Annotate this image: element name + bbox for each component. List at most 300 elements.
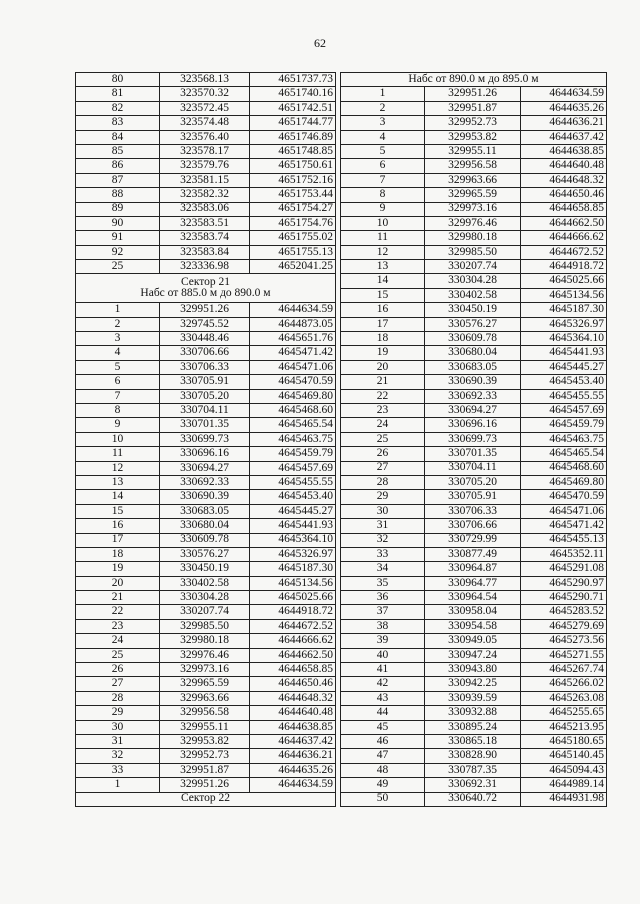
x-coordinate: 330699.73 xyxy=(160,432,250,446)
table-row xyxy=(76,447,336,461)
y-coordinate: 4651746.89 xyxy=(250,130,336,144)
x-coordinate: 330932.88 xyxy=(425,706,521,720)
table-row xyxy=(341,461,607,475)
y-coordinate: 4645457.69 xyxy=(250,461,336,475)
point-number: 81 xyxy=(76,87,160,101)
point-number: 13 xyxy=(341,260,425,274)
table-row xyxy=(341,188,607,202)
table-row xyxy=(76,332,336,346)
table-row xyxy=(76,260,336,274)
x-coordinate: 330706.66 xyxy=(425,519,521,533)
y-coordinate: 4644873.05 xyxy=(250,317,336,331)
y-coordinate: 4644638.85 xyxy=(250,720,336,734)
point-number: 11 xyxy=(341,231,425,245)
x-coordinate: 330706.66 xyxy=(160,346,250,360)
y-coordinate: 4645025.66 xyxy=(250,591,336,605)
table-row xyxy=(341,216,607,230)
table-row xyxy=(76,346,336,360)
x-coordinate: 330699.73 xyxy=(425,432,521,446)
x-coordinate: 329951.26 xyxy=(425,87,521,101)
x-coordinate: 329963.66 xyxy=(160,691,250,705)
point-number: 5 xyxy=(76,360,160,374)
y-coordinate: 4644662.50 xyxy=(250,648,336,662)
x-coordinate: 330949.05 xyxy=(425,634,521,648)
y-coordinate: 4645094.43 xyxy=(521,763,607,777)
y-coordinate: 4645463.75 xyxy=(250,432,336,446)
x-coordinate: 323583.06 xyxy=(160,202,250,216)
point-number: 6 xyxy=(341,159,425,173)
x-coordinate: 323583.51 xyxy=(160,216,250,230)
point-number: 16 xyxy=(341,303,425,317)
y-coordinate: 4645471.06 xyxy=(521,504,607,518)
point-number: 3 xyxy=(76,332,160,346)
table-row xyxy=(76,404,336,418)
y-coordinate: 4651755.13 xyxy=(250,245,336,259)
point-number: 21 xyxy=(341,375,425,389)
y-coordinate: 4645025.66 xyxy=(521,274,607,288)
x-coordinate: 323574.48 xyxy=(160,116,250,130)
point-number: 46 xyxy=(341,734,425,748)
x-coordinate: 330692.33 xyxy=(160,475,250,489)
point-number: 4 xyxy=(341,130,425,144)
point-number: 25 xyxy=(76,260,160,274)
x-coordinate: 330964.54 xyxy=(425,591,521,605)
y-coordinate: 4644658.85 xyxy=(521,202,607,216)
x-coordinate: 330450.19 xyxy=(160,562,250,576)
x-coordinate: 330690.39 xyxy=(425,375,521,389)
x-coordinate: 330207.74 xyxy=(425,260,521,274)
point-number: 12 xyxy=(341,245,425,259)
x-coordinate: 330680.04 xyxy=(425,346,521,360)
point-number: 21 xyxy=(76,591,160,605)
point-number: 37 xyxy=(341,605,425,619)
point-number: 10 xyxy=(341,216,425,230)
table-row xyxy=(341,159,607,173)
y-coordinate: 4645290.71 xyxy=(521,591,607,605)
y-coordinate: 4651752.16 xyxy=(250,173,336,187)
point-number: 4 xyxy=(76,346,160,360)
table-row xyxy=(341,792,607,806)
y-coordinate: 4644637.42 xyxy=(521,130,607,144)
table-row xyxy=(341,576,607,590)
table-row xyxy=(341,432,607,446)
footer-sector-title: Сектор 22 xyxy=(76,792,336,806)
x-coordinate: 330877.49 xyxy=(425,547,521,561)
table-row xyxy=(341,778,607,792)
y-coordinate: 4645263.08 xyxy=(521,691,607,705)
y-coordinate: 4644666.62 xyxy=(250,634,336,648)
y-coordinate: 4644662.50 xyxy=(521,216,607,230)
x-coordinate: 323570.32 xyxy=(160,87,250,101)
y-coordinate: 4645459.79 xyxy=(250,447,336,461)
table-row xyxy=(76,389,336,403)
y-coordinate: 4644672.52 xyxy=(521,245,607,259)
x-coordinate: 329953.82 xyxy=(425,130,521,144)
point-number: 26 xyxy=(341,447,425,461)
y-coordinate: 4644666.62 xyxy=(521,231,607,245)
point-number: 40 xyxy=(341,648,425,662)
section-title-right: Набс от 890.0 м до 895.0 м xyxy=(341,73,607,87)
x-coordinate: 329951.87 xyxy=(160,763,250,777)
point-number: 2 xyxy=(341,101,425,115)
point-number: 29 xyxy=(76,706,160,720)
point-number: 88 xyxy=(76,188,160,202)
y-coordinate: 4644650.46 xyxy=(521,188,607,202)
page-number: 62 xyxy=(314,36,326,50)
y-coordinate: 4644635.26 xyxy=(521,101,607,115)
point-number: 3 xyxy=(341,116,425,130)
point-number: 38 xyxy=(341,619,425,633)
y-coordinate: 4645445.27 xyxy=(250,504,336,518)
point-number: 36 xyxy=(341,591,425,605)
x-coordinate: 330683.05 xyxy=(160,504,250,518)
table-row xyxy=(341,734,607,748)
y-coordinate: 4644648.32 xyxy=(250,691,336,705)
y-coordinate: 4645283.52 xyxy=(521,605,607,619)
table-row xyxy=(76,706,336,720)
y-coordinate: 4645470.59 xyxy=(521,490,607,504)
table-row xyxy=(341,519,607,533)
y-coordinate: 4645453.40 xyxy=(521,375,607,389)
x-coordinate: 329980.18 xyxy=(160,634,250,648)
x-coordinate: 330828.90 xyxy=(425,749,521,763)
y-coordinate: 4645455.13 xyxy=(521,533,607,547)
table-row xyxy=(341,144,607,158)
y-coordinate: 4645290.97 xyxy=(521,576,607,590)
table-row xyxy=(76,130,336,144)
y-coordinate: 4651755.02 xyxy=(250,231,336,245)
point-number: 41 xyxy=(341,663,425,677)
point-number: 35 xyxy=(341,576,425,590)
x-coordinate: 323583.84 xyxy=(160,245,250,259)
coordinate-table-left xyxy=(75,72,336,807)
point-number: 31 xyxy=(76,734,160,748)
table-row xyxy=(76,101,336,115)
table-row xyxy=(341,274,607,288)
table-row xyxy=(341,691,607,705)
table-row xyxy=(76,591,336,605)
table-row xyxy=(341,375,607,389)
x-coordinate: 330706.33 xyxy=(425,504,521,518)
y-coordinate: 4645273.56 xyxy=(521,634,607,648)
point-number: 33 xyxy=(341,547,425,561)
point-number: 1 xyxy=(341,87,425,101)
point-number: 82 xyxy=(76,101,160,115)
table-row xyxy=(341,706,607,720)
table-row xyxy=(76,87,336,101)
y-coordinate: 4644636.21 xyxy=(250,749,336,763)
point-number: 31 xyxy=(341,519,425,533)
point-number: 24 xyxy=(76,634,160,648)
point-number: 23 xyxy=(341,403,425,417)
point-number: 28 xyxy=(76,691,160,705)
y-coordinate: 4645213.95 xyxy=(521,720,607,734)
point-number: 20 xyxy=(341,360,425,374)
x-coordinate: 330964.87 xyxy=(425,562,521,576)
table-row xyxy=(76,231,336,245)
table-row xyxy=(76,418,336,432)
y-coordinate: 4644640.48 xyxy=(521,159,607,173)
table-row xyxy=(341,260,607,274)
table-row xyxy=(76,461,336,475)
point-number: 24 xyxy=(341,418,425,432)
y-coordinate: 4645291.08 xyxy=(521,562,607,576)
table-row xyxy=(76,533,336,547)
y-coordinate: 4644635.26 xyxy=(250,763,336,777)
table-row xyxy=(341,605,607,619)
y-coordinate: 4645469.80 xyxy=(250,389,336,403)
y-coordinate: 4645364.10 xyxy=(521,332,607,346)
y-coordinate: 4645180.65 xyxy=(521,734,607,748)
table-row xyxy=(76,519,336,533)
y-coordinate: 4651740.16 xyxy=(250,87,336,101)
table-row xyxy=(76,432,336,446)
table-row xyxy=(341,303,607,317)
point-number: 17 xyxy=(76,533,160,547)
point-number: 30 xyxy=(76,720,160,734)
point-number: 8 xyxy=(341,188,425,202)
x-coordinate: 329973.16 xyxy=(425,202,521,216)
table-row xyxy=(76,691,336,705)
table-row xyxy=(76,749,336,763)
table-row xyxy=(341,720,607,734)
coordinate-table-right xyxy=(340,72,607,807)
point-number: 86 xyxy=(76,159,160,173)
x-coordinate: 330692.33 xyxy=(425,389,521,403)
table-row xyxy=(341,317,607,331)
x-coordinate: 329965.59 xyxy=(425,188,521,202)
point-number: 42 xyxy=(341,677,425,691)
point-number: 33 xyxy=(76,763,160,777)
y-coordinate: 4645465.54 xyxy=(250,418,336,432)
point-number: 18 xyxy=(341,332,425,346)
y-coordinate: 4644989.14 xyxy=(521,778,607,792)
y-coordinate: 4645651.76 xyxy=(250,332,336,346)
x-coordinate: 329985.50 xyxy=(160,619,250,633)
table-row xyxy=(341,403,607,417)
point-number: 7 xyxy=(76,389,160,403)
table-row xyxy=(76,475,336,489)
table-row xyxy=(341,173,607,187)
x-coordinate: 330701.35 xyxy=(160,418,250,432)
point-number: 22 xyxy=(341,389,425,403)
y-coordinate: 4645187.30 xyxy=(250,562,336,576)
point-number: 15 xyxy=(341,288,425,302)
table-row xyxy=(76,677,336,691)
y-coordinate: 4645471.06 xyxy=(250,360,336,374)
x-coordinate: 330694.27 xyxy=(425,403,521,417)
y-coordinate: 4644931.98 xyxy=(521,792,607,806)
table-row xyxy=(341,663,607,677)
table-row xyxy=(76,605,336,619)
x-coordinate: 330640.72 xyxy=(425,792,521,806)
y-coordinate: 4644648.32 xyxy=(521,173,607,187)
point-number: 32 xyxy=(76,749,160,763)
x-coordinate: 330448.46 xyxy=(160,332,250,346)
y-coordinate: 4651750.61 xyxy=(250,159,336,173)
y-coordinate: 4645453.40 xyxy=(250,490,336,504)
point-number: 14 xyxy=(76,490,160,504)
y-coordinate: 4645459.79 xyxy=(521,418,607,432)
x-coordinate: 330692.31 xyxy=(425,778,521,792)
table-row xyxy=(341,418,607,432)
table-row xyxy=(76,547,336,561)
point-number: 13 xyxy=(76,475,160,489)
point-number: 83 xyxy=(76,116,160,130)
x-coordinate: 330729.99 xyxy=(425,533,521,547)
x-coordinate: 329952.73 xyxy=(425,116,521,130)
x-coordinate: 330609.78 xyxy=(160,533,250,547)
table-row xyxy=(341,116,607,130)
table-row xyxy=(341,677,607,691)
y-coordinate: 4651753.44 xyxy=(250,188,336,202)
table-row xyxy=(76,375,336,389)
point-number: 9 xyxy=(341,202,425,216)
point-number: 49 xyxy=(341,778,425,792)
table-row xyxy=(341,231,607,245)
y-coordinate: 4651754.27 xyxy=(250,202,336,216)
y-coordinate: 4645267.74 xyxy=(521,663,607,677)
x-coordinate: 323568.13 xyxy=(160,73,250,87)
table-row xyxy=(76,504,336,518)
table-row xyxy=(341,749,607,763)
table-row xyxy=(76,216,336,230)
y-coordinate: 4645326.97 xyxy=(250,547,336,561)
table-row xyxy=(341,87,607,101)
point-number: 5 xyxy=(341,144,425,158)
table-row xyxy=(76,303,336,317)
table-row xyxy=(76,245,336,259)
x-coordinate: 330865.18 xyxy=(425,734,521,748)
table-row xyxy=(76,663,336,677)
x-coordinate: 330576.27 xyxy=(160,547,250,561)
table-row xyxy=(76,778,336,792)
table-row xyxy=(341,490,607,504)
x-coordinate: 330705.91 xyxy=(160,375,250,389)
point-number: 6 xyxy=(76,375,160,389)
point-number: 2 xyxy=(76,317,160,331)
x-coordinate: 329951.87 xyxy=(425,101,521,115)
x-coordinate: 330704.11 xyxy=(160,404,250,418)
x-coordinate: 323579.76 xyxy=(160,159,250,173)
x-coordinate: 330696.16 xyxy=(425,418,521,432)
y-coordinate: 4645445.27 xyxy=(521,360,607,374)
y-coordinate: 4644634.59 xyxy=(521,87,607,101)
point-number: 20 xyxy=(76,576,160,590)
point-number: 25 xyxy=(76,648,160,662)
x-coordinate: 330402.58 xyxy=(160,576,250,590)
table-row xyxy=(341,533,607,547)
point-number: 43 xyxy=(341,691,425,705)
point-number: 8 xyxy=(76,404,160,418)
y-coordinate: 4644634.59 xyxy=(250,778,336,792)
point-number: 17 xyxy=(341,317,425,331)
table-row xyxy=(76,734,336,748)
y-coordinate: 4644637.42 xyxy=(250,734,336,748)
x-coordinate: 330704.11 xyxy=(425,461,521,475)
x-coordinate: 330705.91 xyxy=(425,490,521,504)
x-coordinate: 323576.40 xyxy=(160,130,250,144)
x-coordinate: 330943.80 xyxy=(425,663,521,677)
section-title: Набс от 885.0 м до 890.0 м xyxy=(140,287,271,300)
y-coordinate: 4645279.69 xyxy=(521,619,607,633)
x-coordinate: 329973.16 xyxy=(160,663,250,677)
x-coordinate: 323336.98 xyxy=(160,260,250,274)
x-coordinate: 329976.46 xyxy=(425,216,521,230)
y-coordinate: 4645463.75 xyxy=(521,432,607,446)
x-coordinate: 330706.33 xyxy=(160,360,250,374)
x-coordinate: 329965.59 xyxy=(160,677,250,691)
y-coordinate: 4645455.55 xyxy=(250,475,336,489)
point-number: 84 xyxy=(76,130,160,144)
point-number: 29 xyxy=(341,490,425,504)
point-number: 10 xyxy=(76,432,160,446)
x-coordinate: 330939.59 xyxy=(425,691,521,705)
point-number: 34 xyxy=(341,562,425,576)
x-coordinate: 323572.45 xyxy=(160,101,250,115)
x-coordinate: 329955.11 xyxy=(160,720,250,734)
x-coordinate: 330680.04 xyxy=(160,519,250,533)
table-row xyxy=(341,202,607,216)
y-coordinate: 4645255.65 xyxy=(521,706,607,720)
y-coordinate: 4645364.10 xyxy=(250,533,336,547)
y-coordinate: 4645271.55 xyxy=(521,648,607,662)
table-row xyxy=(76,490,336,504)
x-coordinate: 330207.74 xyxy=(160,605,250,619)
y-coordinate: 4645134.56 xyxy=(250,576,336,590)
y-coordinate: 4645470.59 xyxy=(250,375,336,389)
point-number: 15 xyxy=(76,504,160,518)
x-coordinate: 330964.77 xyxy=(425,576,521,590)
y-coordinate: 4645441.93 xyxy=(521,346,607,360)
table-row xyxy=(76,159,336,173)
point-number: 91 xyxy=(76,231,160,245)
x-coordinate: 323582.32 xyxy=(160,188,250,202)
x-coordinate: 330701.35 xyxy=(425,447,521,461)
point-number: 7 xyxy=(341,173,425,187)
y-coordinate: 4644634.59 xyxy=(250,303,336,317)
point-number: 9 xyxy=(76,418,160,432)
point-number: 11 xyxy=(76,447,160,461)
point-number: 14 xyxy=(341,274,425,288)
y-coordinate: 4645134.56 xyxy=(521,288,607,302)
point-number: 23 xyxy=(76,619,160,633)
table-row xyxy=(76,576,336,590)
y-coordinate: 4644640.48 xyxy=(250,706,336,720)
x-coordinate: 330609.78 xyxy=(425,332,521,346)
x-coordinate: 329980.18 xyxy=(425,231,521,245)
y-coordinate: 4645326.97 xyxy=(521,317,607,331)
table-row xyxy=(76,634,336,648)
point-number: 19 xyxy=(76,562,160,576)
x-coordinate: 330694.27 xyxy=(160,461,250,475)
y-coordinate: 4645140.45 xyxy=(521,749,607,763)
y-coordinate: 4644636.21 xyxy=(521,116,607,130)
section-title-right-row xyxy=(341,73,607,87)
point-number: 32 xyxy=(341,533,425,547)
point-number: 25 xyxy=(341,432,425,446)
x-coordinate: 330683.05 xyxy=(425,360,521,374)
y-coordinate: 4645469.80 xyxy=(521,475,607,489)
sector-title: Сектор 21 xyxy=(180,275,231,288)
y-coordinate: 4651744.77 xyxy=(250,116,336,130)
point-number: 19 xyxy=(341,346,425,360)
point-number: 47 xyxy=(341,749,425,763)
x-coordinate: 330705.20 xyxy=(160,389,250,403)
table-row xyxy=(76,720,336,734)
x-coordinate: 330304.28 xyxy=(160,591,250,605)
y-coordinate: 4651742.51 xyxy=(250,101,336,115)
